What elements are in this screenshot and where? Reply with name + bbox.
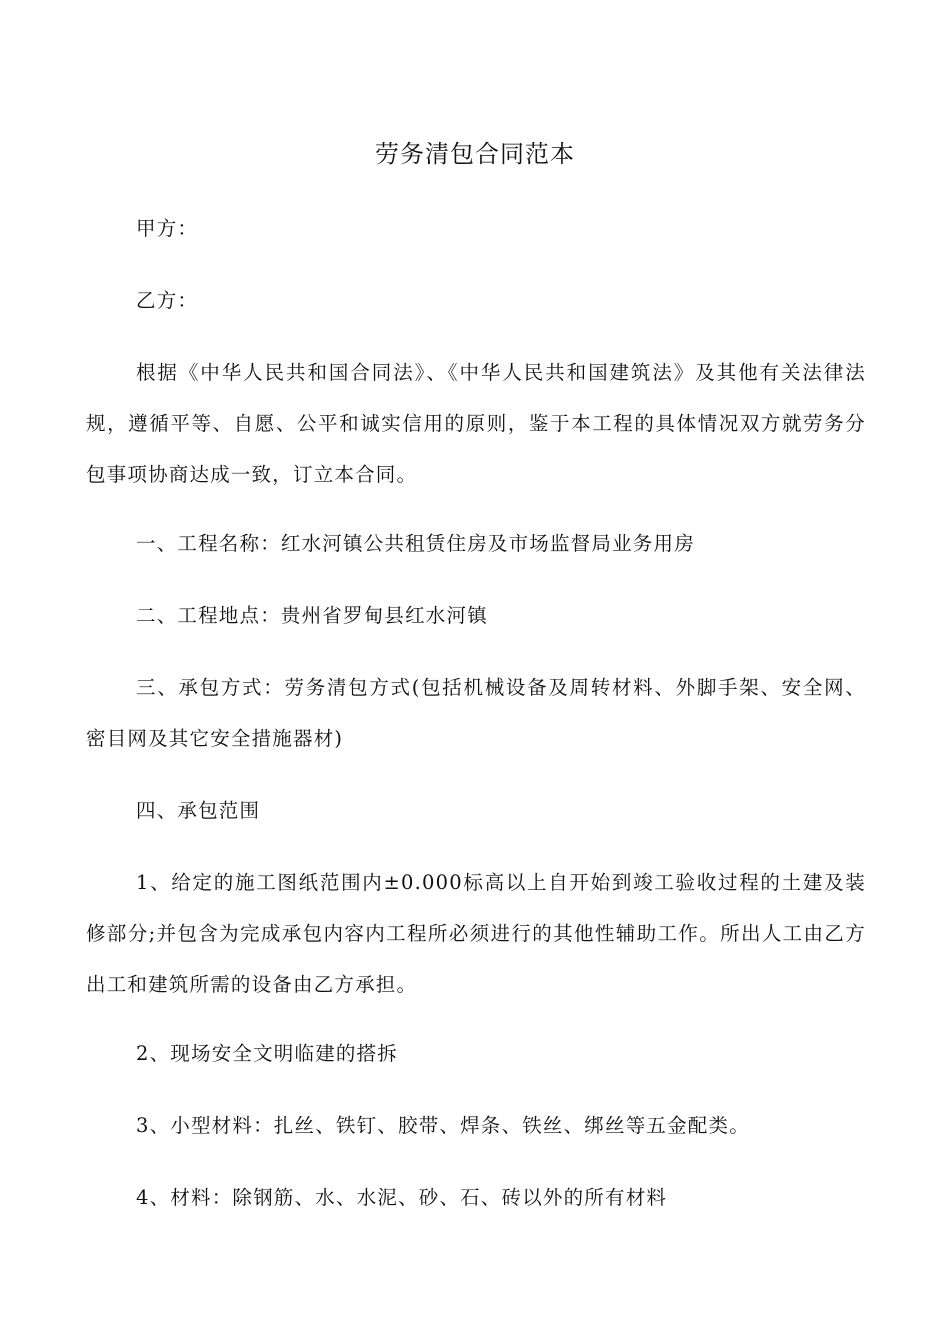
party-b-line: 乙方： xyxy=(136,289,199,312)
section-contract-scope: 四、承包范围 xyxy=(136,799,261,822)
scope-item-4: 4、材料：除钢筋、水、水泥、砂、石、砖以外的所有材料 xyxy=(136,1186,668,1209)
scope-item-3: 3、小型材料：扎丝、铁钉、胶带、焊条、铁丝、绑丝等五金配类。 xyxy=(136,1114,750,1137)
scope-item-1: 1、给定的施工图纸范围内±0.000标高以上自开始到竣工验收过程的土建及装修部分;并包含为完成承包内容内工程所必须进行的其他性辅助工作。所出人工由乙方出工和建筑所需的设备由乙方承担。 xyxy=(86,871,866,996)
section-project-name: 一、工程名称：红水河镇公共租赁住房及市场监督局业务用房 xyxy=(136,532,695,555)
scope-item-2: 2、现场安全文明临建的搭拆 xyxy=(136,1042,399,1065)
legal-basis-paragraph: 根据《中华人民共和国合同法》、《中华人民共和国建筑法》及其他有关法律法规，遵循平等、自愿、公平和诚实信用的原则，鉴于本工程的具体情况双方就劳务分包事项协商达成一致，订立本合同。 xyxy=(86,361,866,486)
section-contract-method: 三、承包方式：劳务清包方式(包括机械设备及周转材料、外脚手架、安全网、密目网及其它安全措施器材) xyxy=(86,676,866,750)
party-a-line: 甲方： xyxy=(136,217,199,240)
document-title: 劳务清包合同范本 xyxy=(375,140,575,168)
section-project-location: 二、工程地点：贵州省罗甸县红水河镇 xyxy=(136,604,488,627)
